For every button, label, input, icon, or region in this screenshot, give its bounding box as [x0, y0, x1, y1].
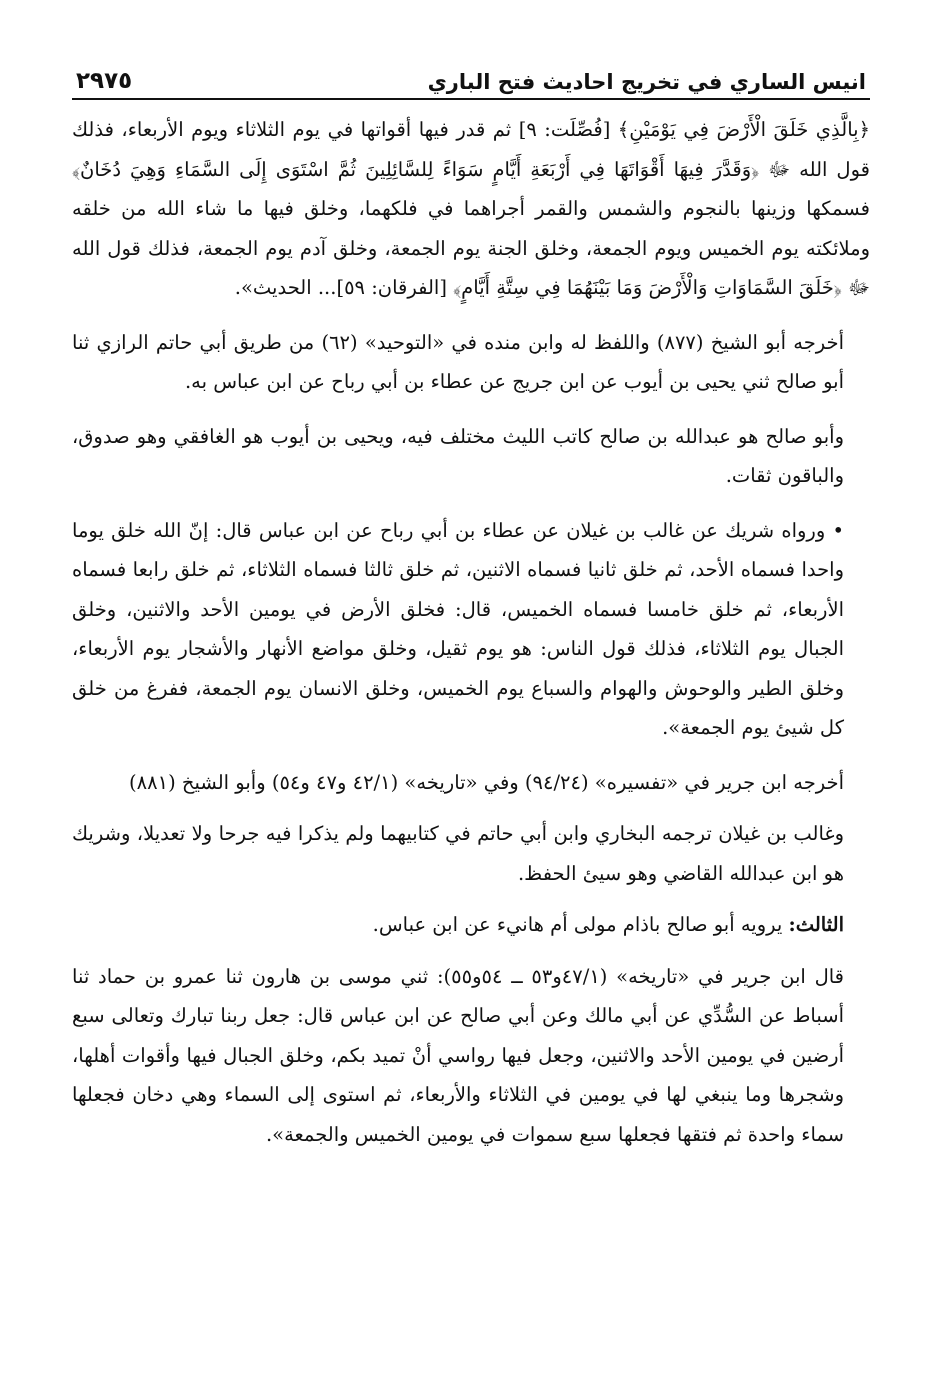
page-number: ٢٩٧٥ [76, 68, 133, 94]
paragraph-sharik-narration: • ورواه شريك عن غالب بن غيلان عن عطاء بن أبي رباح عن ابن عباس قال: إنّ الله خلق يوما واحدا فسماه الأحد، ثم خلق ثانيا فسماه الاثنين، ثم خلق ثالثا فسماه الثلاثاء، ثم خلق رابعا فسماه الأربعاء، ثم خلق خامسا فسماه الخميس، قال: فخلق الأرض في يومين الأحد والاثنين، وخلق الجبال يوم الثلاثاء، فذلك قول الناس: هو يوم ثقيل، وخلق مواضع الأنهار والأشجار يوم الأربعاء، وخلق الطير والوحوش والهوام والسباع يوم الخميس، وخلق الانسان يوم الجمعة، ففرغ من خلق كل شيئ يوم الجمعة». [72, 518, 844, 739]
paragraph-ibn-jarir-tarikh: قال ابن جرير في «تاريخه» (٤٧/١و٥٣ ــ ٥٤و٥٥): ثني موسى بن هارون ثنا عمرو بن حماد ثنا أسباط عن السُّدِّي عن أبي مالك وعن أبي صالح عن ابن عباس قال: جعل ربنا تبارك وتعالى سبع أرضين في يومين الأحد والاثنين، وجعل فيها رواسي أنْ تميد بكم، وخلق الجبال فيها وأقوات أهلها، وشجرها وما ينبغي لها في يومين في الثلاثاء والأربعاء، ثم استوى إلى السماء وهي دخان فجعلها سماء واحدة ثم فتقها فجعلها سبع سموات في يومين الخميس والجمعة». [72, 964, 844, 1146]
paragraph-ghalib-grading: وغالب بن غيلان ترجمه البخاري وابن أبي حاتم في كتابيهما ولم يذكرا فيه جرحا ولا تعديلا، وشريك هو ابن عبدالله القاضي وهو سيئ الحفظ. [72, 822, 844, 885]
page-body [72, 110, 870, 1154]
paragraph-takhrij-abu-alshaykh: أخرجه أبو الشيخ (٨٧٧) واللفظ له وابن منده في «التوحيد» (٦٢) من طريق أبي حاتم الرازي ثنا أبو صالح ثني يحيى بن أيوب عن ابن جريج عن عطاء بن أبي رباح عن ابن عباس به. [72, 330, 845, 393]
paragraph-narrators-grading: وأبو صالح هو عبدالله بن صالح كاتب الليث مختلف فيه، ويحيى بن أيوب هو الغافقي وهو صدوق، والباقون ثقات. [72, 424, 844, 487]
paragraph-takhrij-ibn-jarir: أخرجه ابن جرير في «تفسيره» (٩٤/٢٤) وفي «تاريخه» (٤٢/١ و٤٧ و٥٤) وأبو الشيخ (٨٨١) [129, 770, 844, 794]
section-text: يرويه أبو صالح باذام مولى أم هانيء عن ابن عباس. [372, 913, 783, 936]
running-title: انيس الساري في تخريج احاديث فتح الباري [427, 70, 866, 94]
paragraph-hadith-continuation: ﴿بِالَّذِي خَلَقَ الْأَرْضَ فِي يَوْمَيْنِ﴾ [فُصِّلَت: ٩] ثم قدر فيها أقواتها في يوم الثلاثاء ويوم الأربعاء، فذلك قول الله ﷻ ﴿وَقَدَّرَ فِيهَا أَقْوَاتَهَا فِي أَرْبَعَةِ أَيَّامٍ سَوَاءً لِلسَّائِلِينَ ثُمَّ اسْتَوَى إِلَى السَّمَاءِ وَهِيَ دُخَانٌ﴾ فسمكها وزينها بالنجوم والشمس والقمر أجراهما في فلكهما، وخلق فيها ما شاء الله من خلقه وملائكته يوم الخميس ويوم الجمعة، وخلق الجنة يوم الجمعة، وخلق آدم يوم الجمعة، فذلك قول الله ﷻ ﴿خَلَقَ السَّمَاوَاتِ وَالْأَرْضَ وَمَا بَيْنَهُمَا فِي سِتَّةِ أَيَّامٍ﴾ [الفرقان: ٥٩]... الحديث». [72, 118, 870, 299]
section-label: الثالث: [788, 913, 844, 936]
page-header [72, 58, 870, 100]
paragraph-third-route [72, 905, 870, 945]
